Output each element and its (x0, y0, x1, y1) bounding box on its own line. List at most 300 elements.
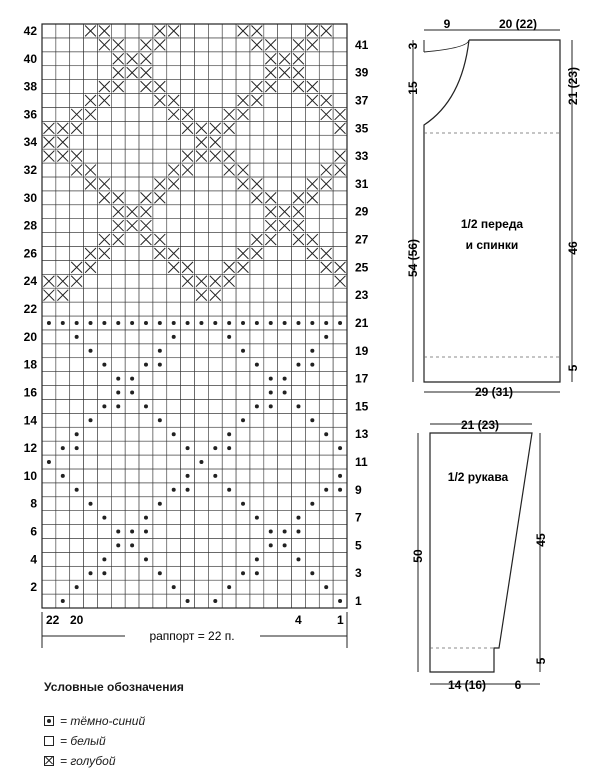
chart-cell (278, 191, 292, 205)
chart-cell (236, 219, 250, 233)
chart-cell (250, 163, 264, 177)
chart-cell (222, 191, 236, 205)
row-number: 24 (23, 274, 37, 289)
chart-cell (208, 344, 222, 358)
chart-cell (56, 525, 70, 539)
chart-cell (333, 205, 347, 219)
chart-cell (56, 260, 70, 274)
legend-text: = голубой (60, 754, 116, 768)
chart-cell (195, 163, 209, 177)
chart-cell (319, 399, 333, 413)
chart-cell (292, 246, 306, 260)
chart-cell (264, 594, 278, 608)
chart-cell (319, 344, 333, 358)
chart-cell (292, 580, 306, 594)
chart-cell (42, 80, 56, 94)
chart-cell (42, 205, 56, 219)
chart-cell (97, 386, 111, 400)
chart-cell (153, 455, 167, 469)
chart-cell (167, 372, 181, 386)
chart-cell (70, 469, 84, 483)
dot-mark (144, 404, 148, 408)
chart-cell (125, 441, 139, 455)
chart-cell (70, 455, 84, 469)
chart-cell (42, 538, 56, 552)
chart-cell (319, 413, 333, 427)
chart-cell (236, 427, 250, 441)
dot-mark (75, 432, 79, 436)
chart-cell (208, 163, 222, 177)
chart-cell (250, 469, 264, 483)
chart-cell (56, 483, 70, 497)
chart-cell (222, 413, 236, 427)
chart-cell (139, 107, 153, 121)
chart-cell (111, 163, 125, 177)
chart-cell (56, 538, 70, 552)
chart-cell (153, 121, 167, 135)
dot-mark (269, 390, 273, 394)
chart-cell (56, 399, 70, 413)
dot-mark (89, 418, 93, 422)
row-number: 17 (355, 371, 369, 386)
chart-cell (167, 358, 181, 372)
chart-cell (139, 24, 153, 38)
chart-cell (208, 552, 222, 566)
dim-middle-right: 46 (566, 241, 580, 255)
chart-cell (319, 149, 333, 163)
chart-cell (42, 594, 56, 608)
chart-cell (97, 205, 111, 219)
chart-cell (70, 80, 84, 94)
chart-cell (208, 330, 222, 344)
chart-cell (167, 52, 181, 66)
chart-cell (222, 538, 236, 552)
chart-cell (111, 552, 125, 566)
chart-cell (111, 149, 125, 163)
chart-cell (111, 427, 125, 441)
dot-mark (310, 349, 314, 353)
chart-cell (236, 135, 250, 149)
chart-cell (70, 24, 84, 38)
dot-mark (144, 363, 148, 367)
legend-item-dark-blue (44, 714, 145, 728)
chart-cell (139, 260, 153, 274)
chart-cell (125, 107, 139, 121)
chart-cell (42, 177, 56, 191)
row-number: 26 (23, 246, 37, 261)
chart-cell (125, 163, 139, 177)
chart-cell (42, 233, 56, 247)
dot-mark (283, 321, 287, 325)
chart-cell (319, 455, 333, 469)
chart-cell (208, 191, 222, 205)
chart-cell (208, 94, 222, 108)
chart-cell (292, 427, 306, 441)
chart-cell (250, 497, 264, 511)
chart-cell (292, 497, 306, 511)
chart-cell (97, 413, 111, 427)
chart-cell (111, 107, 125, 121)
chart-cell (305, 163, 319, 177)
row-number: 10 (23, 468, 37, 483)
chart-cell (70, 135, 84, 149)
chart-cell (319, 594, 333, 608)
dot-mark (102, 557, 106, 561)
dot-mark (47, 321, 51, 325)
chart-cell (319, 525, 333, 539)
chart-cell (84, 441, 98, 455)
chart-cell (139, 274, 153, 288)
dot-mark (310, 321, 314, 325)
chart-cell (264, 483, 278, 497)
chart-cell (97, 66, 111, 80)
chart-cell (42, 497, 56, 511)
chart-cell (278, 149, 292, 163)
chart-cell (181, 66, 195, 80)
dot-mark (213, 446, 217, 450)
chart-cell (250, 107, 264, 121)
chart-cell (208, 386, 222, 400)
legend-title: Условные обозначения (44, 680, 184, 694)
row-number: 27 (355, 232, 369, 247)
chart-cell (84, 483, 98, 497)
dot-mark (310, 571, 314, 575)
chart-cell (208, 497, 222, 511)
dot-mark (269, 321, 273, 325)
chart-cell (167, 511, 181, 525)
chart-cell (195, 107, 209, 121)
chart-cell (278, 121, 292, 135)
dot-mark (227, 321, 231, 325)
chart-cell (84, 191, 98, 205)
chart-cell (181, 246, 195, 260)
chart-cell (97, 483, 111, 497)
chart-cell (292, 274, 306, 288)
chart-cell (278, 511, 292, 525)
chart-cell (278, 94, 292, 108)
chart-cell (84, 274, 98, 288)
chart-cell (195, 413, 209, 427)
chart-cell (292, 121, 306, 135)
chart-cell (333, 94, 347, 108)
chart-cell (56, 566, 70, 580)
chart-cell (70, 177, 84, 191)
chart-cell (70, 246, 84, 260)
dim-armhole: 15 (406, 81, 420, 95)
chart-cell (278, 233, 292, 247)
chart-cell (111, 288, 125, 302)
dot-mark (227, 446, 231, 450)
chart-cell (278, 38, 292, 52)
chart-cell (333, 344, 347, 358)
dot-mark (158, 571, 162, 575)
chart-cell (125, 191, 139, 205)
chart-cell (250, 372, 264, 386)
chart-cell (56, 413, 70, 427)
chart-cell (250, 66, 264, 80)
row-number: 9 (355, 482, 362, 497)
chart-cell (84, 302, 98, 316)
chart-cell (167, 121, 181, 135)
chart-cell (84, 149, 98, 163)
chart-cell (208, 580, 222, 594)
cross-symbol-icon (44, 756, 54, 766)
chart-cell (278, 441, 292, 455)
chart-cell (125, 260, 139, 274)
sleeve-bottom-extra: 6 (514, 678, 522, 692)
chart-cell (181, 344, 195, 358)
chart-cell (84, 386, 98, 400)
chart-cell (111, 441, 125, 455)
chart-cell (236, 205, 250, 219)
chart-cell (153, 274, 167, 288)
chart-cell (208, 205, 222, 219)
chart-cell (319, 372, 333, 386)
chart-cell (84, 538, 98, 552)
chart-cell (97, 372, 111, 386)
chart-cell (305, 441, 319, 455)
dot-mark (283, 390, 287, 394)
chart-cell (292, 566, 306, 580)
chart-cell (278, 274, 292, 288)
chart-cell (125, 94, 139, 108)
sleeve-schema (411, 418, 548, 692)
chart-cell (70, 288, 84, 302)
chart-cell (111, 511, 125, 525)
chart-cell (125, 399, 139, 413)
chart-cell (264, 274, 278, 288)
dot-mark (338, 488, 342, 492)
chart-cell (305, 330, 319, 344)
chart-cell (97, 135, 111, 149)
row-number: 15 (355, 399, 369, 414)
chart-cell (222, 525, 236, 539)
chart-cell (56, 552, 70, 566)
dot-mark (116, 390, 120, 394)
chart-cell (42, 107, 56, 121)
chart-cell (236, 302, 250, 316)
chart-cell (333, 330, 347, 344)
chart-cell (333, 511, 347, 525)
chart-cell (222, 372, 236, 386)
chart-cell (42, 525, 56, 539)
chart-cell (292, 483, 306, 497)
chart-cell (208, 246, 222, 260)
row-number: 3 (355, 566, 362, 581)
chart-cell (319, 219, 333, 233)
chart-cell (264, 107, 278, 121)
chart-cell (250, 538, 264, 552)
chart-cell (333, 191, 347, 205)
row-number: 1 (355, 594, 362, 609)
chart-cell (250, 135, 264, 149)
chart-cell (250, 205, 264, 219)
body-schema (406, 17, 580, 399)
chart-cell (56, 233, 70, 247)
chart-cell (125, 121, 139, 135)
chart-cell (264, 330, 278, 344)
chart-cell (208, 24, 222, 38)
chart-cell (70, 538, 84, 552)
chart-cell (292, 330, 306, 344)
chart-cell (222, 177, 236, 191)
chart-cell (70, 94, 84, 108)
chart-cell (319, 135, 333, 149)
chart-cell (195, 594, 209, 608)
dot-mark (324, 432, 328, 436)
chart-cell (222, 455, 236, 469)
chart-cell (42, 566, 56, 580)
chart-cell (292, 24, 306, 38)
chart-cell (292, 413, 306, 427)
chart-cell (153, 52, 167, 66)
chart-cell (222, 358, 236, 372)
chart-cell (111, 274, 125, 288)
dot-mark (186, 446, 190, 450)
dot-mark (269, 404, 273, 408)
chart-cell (305, 260, 319, 274)
chart-cell (222, 552, 236, 566)
chart-cell (139, 538, 153, 552)
chart-cell (195, 24, 209, 38)
chart-cell (333, 358, 347, 372)
chart-cell (305, 580, 319, 594)
chart-cell (84, 80, 98, 94)
chart-cell (56, 177, 70, 191)
chart-cell (167, 594, 181, 608)
dot-mark (75, 488, 79, 492)
chart-cell (125, 358, 139, 372)
chart-cell (222, 566, 236, 580)
chart-cell (236, 594, 250, 608)
chart-cell (42, 38, 56, 52)
chart-cell (111, 177, 125, 191)
chart-cell (139, 580, 153, 594)
chart-cell (84, 121, 98, 135)
chart-cell (97, 107, 111, 121)
chart-cell (139, 594, 153, 608)
chart-cell (195, 566, 209, 580)
dot-mark (310, 418, 314, 422)
chart-cell (97, 594, 111, 608)
chart-cell (139, 372, 153, 386)
chart-cell (167, 386, 181, 400)
chart-cell (236, 233, 250, 247)
chart-cell (139, 427, 153, 441)
chart-cell (70, 344, 84, 358)
dot-mark (186, 321, 190, 325)
body-label-line2: и спинки (465, 238, 519, 252)
chart-cell (236, 358, 250, 372)
chart-cell (236, 483, 250, 497)
stitch-label-22: 22 (46, 613, 60, 627)
chart-cell (97, 538, 111, 552)
chart-cell (264, 552, 278, 566)
chart-cell (236, 330, 250, 344)
dot-mark (241, 502, 245, 506)
row-number: 23 (355, 288, 369, 303)
chart-cell (97, 469, 111, 483)
chart-cell (305, 135, 319, 149)
dot-mark (130, 543, 134, 547)
chart-cell (111, 260, 125, 274)
chart-cell (153, 525, 167, 539)
chart-cell (153, 469, 167, 483)
chart-cell (278, 344, 292, 358)
chart-cell (208, 177, 222, 191)
chart-cell (84, 399, 98, 413)
dot-mark (158, 349, 162, 353)
dim-shoulder-width: 20 (22) (498, 17, 538, 31)
chart-cell (125, 483, 139, 497)
chart-cell (222, 344, 236, 358)
chart-cell (333, 177, 347, 191)
dot-mark (75, 585, 79, 589)
dot-mark (75, 321, 79, 325)
chart-cell (181, 497, 195, 511)
dot-mark (116, 404, 120, 408)
chart-cell (222, 386, 236, 400)
chart-cell (250, 344, 264, 358)
chart-cell (97, 52, 111, 66)
legend-item-light-blue (44, 754, 116, 768)
chart-cell (208, 38, 222, 52)
chart-cell (305, 455, 319, 469)
chart-cell (305, 107, 319, 121)
chart-cell (195, 525, 209, 539)
chart-cell (305, 372, 319, 386)
dot-mark (241, 571, 245, 575)
dot-mark (116, 530, 120, 534)
dot-mark (338, 599, 342, 603)
dot-mark (172, 432, 176, 436)
row-number: 31 (355, 176, 369, 191)
dot-mark (158, 502, 162, 506)
chart-cell (97, 219, 111, 233)
chart-cell (208, 233, 222, 247)
chart-cell (139, 441, 153, 455)
dot-mark (61, 474, 65, 478)
chart-cell (195, 66, 209, 80)
chart-cell (139, 302, 153, 316)
chart-cell (208, 107, 222, 121)
chart-cell (56, 205, 70, 219)
chart-cell (56, 580, 70, 594)
chart-cell (167, 413, 181, 427)
chart-cell (333, 52, 347, 66)
chart-cell (56, 107, 70, 121)
chart-cell (333, 386, 347, 400)
dim-bottom-right: 5 (566, 364, 580, 372)
chart-cell (250, 52, 264, 66)
chart-cell (292, 302, 306, 316)
chart-cell (181, 538, 195, 552)
chart-cell (250, 149, 264, 163)
chart-cell (292, 441, 306, 455)
dot-mark (75, 446, 79, 450)
chart-cell (236, 288, 250, 302)
chart-cell (42, 66, 56, 80)
chart-cell (292, 163, 306, 177)
dot-mark (102, 516, 106, 520)
chart-cell (42, 413, 56, 427)
chart-cell (84, 580, 98, 594)
chart-cell (195, 497, 209, 511)
chart-cell (333, 538, 347, 552)
chart-cell (42, 246, 56, 260)
chart-cell (167, 135, 181, 149)
dot-mark (116, 321, 120, 325)
